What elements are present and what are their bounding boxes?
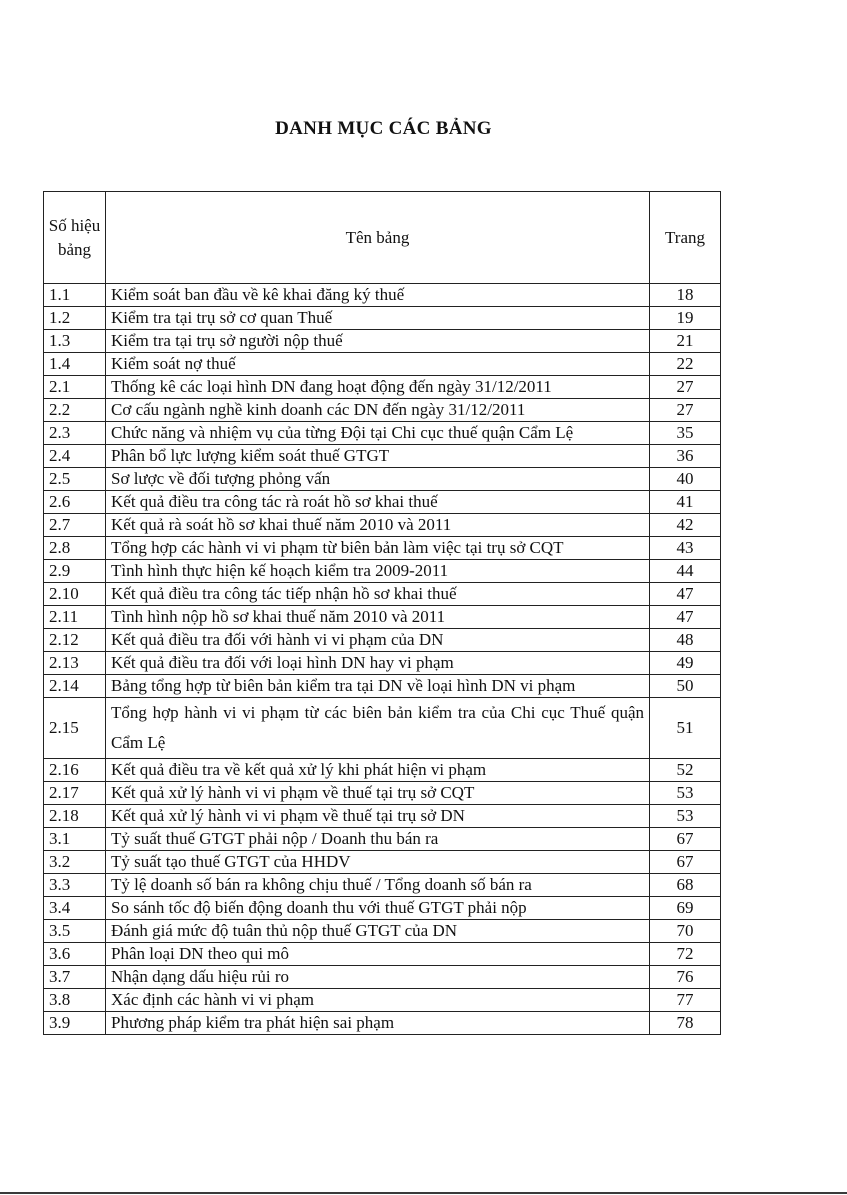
row-number: 2.4 — [44, 445, 106, 468]
table-row — [44, 759, 721, 782]
row-number: 1.4 — [44, 353, 106, 376]
table-row — [44, 307, 721, 330]
page-bottom-edge — [0, 1192, 847, 1194]
row-number: 3.8 — [44, 989, 106, 1012]
row-name: Đánh giá mức độ tuân thủ nộp thuế GTGT của DN — [106, 920, 650, 943]
table-row — [44, 284, 721, 307]
row-name: Kết quả điều tra công tác rà roát hồ sơ khai thuế — [106, 491, 650, 514]
row-number: 3.7 — [44, 966, 106, 989]
row-name: Kết quả xử lý hành vi vi phạm về thuế tại trụ sở DN — [106, 805, 650, 828]
row-page: 77 — [650, 989, 721, 1012]
row-page: 27 — [650, 376, 721, 399]
row-number: 2.10 — [44, 583, 106, 606]
row-page: 42 — [650, 514, 721, 537]
row-name: Bảng tổng hợp từ biên bản kiểm tra tại DN về loại hình DN vi phạm — [106, 675, 650, 698]
row-page: 76 — [650, 966, 721, 989]
table-row — [44, 537, 721, 560]
row-number: 3.4 — [44, 897, 106, 920]
row-page: 52 — [650, 759, 721, 782]
row-page: 50 — [650, 675, 721, 698]
table-header-row — [44, 192, 721, 284]
row-name: Nhận dạng dấu hiệu rủi ro — [106, 966, 650, 989]
row-number: 2.9 — [44, 560, 106, 583]
table-row — [44, 989, 721, 1012]
table-row — [44, 698, 721, 759]
header-page: Trang — [650, 192, 721, 284]
row-number: 3.3 — [44, 874, 106, 897]
row-page: 35 — [650, 422, 721, 445]
row-name: Kiểm soát ban đầu về kê khai đăng ký thuế — [106, 284, 650, 307]
table-row — [44, 445, 721, 468]
row-name: Tỷ suất tạo thuế GTGT của HHDV — [106, 851, 650, 874]
row-number: 2.7 — [44, 514, 106, 537]
row-page: 41 — [650, 491, 721, 514]
row-name: Tình hình nộp hồ sơ khai thuế năm 2010 và 2011 — [106, 606, 650, 629]
table-row — [44, 897, 721, 920]
row-name: Tổng hợp các hành vi vi phạm từ biên bản làm việc tại trụ sở CQT — [106, 537, 650, 560]
row-name: Kết quả điều tra công tác tiếp nhận hồ sơ khai thuế — [106, 583, 650, 606]
row-number: 2.8 — [44, 537, 106, 560]
row-page: 19 — [650, 307, 721, 330]
row-name: Tỷ lệ doanh số bán ra không chịu thuế / Tổng doanh số bán ra — [106, 874, 650, 897]
row-number: 2.17 — [44, 782, 106, 805]
row-page: 67 — [650, 828, 721, 851]
row-page: 69 — [650, 897, 721, 920]
table-row — [44, 652, 721, 675]
row-page: 36 — [650, 445, 721, 468]
row-number: 1.3 — [44, 330, 106, 353]
table-row — [44, 468, 721, 491]
table-row — [44, 629, 721, 652]
row-page: 21 — [650, 330, 721, 353]
row-number: 3.1 — [44, 828, 106, 851]
row-number: 1.1 — [44, 284, 106, 307]
row-page: 22 — [650, 353, 721, 376]
row-number: 2.15 — [44, 698, 106, 759]
table-row — [44, 828, 721, 851]
table-row — [44, 583, 721, 606]
table-row — [44, 399, 721, 422]
row-number: 2.16 — [44, 759, 106, 782]
row-page: 40 — [650, 468, 721, 491]
row-number: 2.2 — [44, 399, 106, 422]
table-row — [44, 606, 721, 629]
table-row — [44, 353, 721, 376]
row-page: 72 — [650, 943, 721, 966]
row-number: 2.14 — [44, 675, 106, 698]
row-page: 51 — [650, 698, 721, 759]
table-row — [44, 966, 721, 989]
row-page: 53 — [650, 805, 721, 828]
row-name: Kết quả điều tra đối với loại hình DN hay vi phạm — [106, 652, 650, 675]
row-number: 2.6 — [44, 491, 106, 514]
table-row — [44, 1012, 721, 1035]
row-name: Tổng hợp hành vi vi phạm từ các biên bản kiểm tra của Chi cục Thuế quận Cẩm Lệ — [106, 698, 650, 759]
row-number: 2.13 — [44, 652, 106, 675]
table-row — [44, 491, 721, 514]
row-name: Kết quả điều tra đối với hành vi vi phạm của DN — [106, 629, 650, 652]
row-page: 18 — [650, 284, 721, 307]
table-body — [44, 284, 721, 1035]
row-name: Cơ cấu ngành nghề kinh doanh các DN đến ngày 31/12/2011 — [106, 399, 650, 422]
row-name: Kết quả điều tra về kết quả xử lý khi phát hiện vi phạm — [106, 759, 650, 782]
row-name: Kết quả rà soát hồ sơ khai thuế năm 2010 và 2011 — [106, 514, 650, 537]
row-number: 3.9 — [44, 1012, 106, 1035]
row-number: 2.18 — [44, 805, 106, 828]
row-name: Kiểm tra tại trụ sở người nộp thuế — [106, 330, 650, 353]
table-row — [44, 514, 721, 537]
row-page: 27 — [650, 399, 721, 422]
table-row — [44, 920, 721, 943]
header-name: Tên bảng — [106, 192, 650, 284]
row-name: Chức năng và nhiệm vụ của từng Đội tại Chi cục thuế quận Cẩm Lệ — [106, 422, 650, 445]
row-name: Kiểm soát nợ thuế — [106, 353, 650, 376]
row-name: Thống kê các loại hình DN đang hoạt động đến ngày 31/12/2011 — [106, 376, 650, 399]
row-page: 49 — [650, 652, 721, 675]
page-title: DANH MỤC CÁC BẢNG — [275, 118, 492, 139]
row-name: Sơ lược về đối tượng phỏng vấn — [106, 468, 650, 491]
row-name: Phân loại DN theo qui mô — [106, 943, 650, 966]
row-number: 2.1 — [44, 376, 106, 399]
row-number: 2.11 — [44, 606, 106, 629]
row-page: 43 — [650, 537, 721, 560]
row-page: 68 — [650, 874, 721, 897]
row-page: 53 — [650, 782, 721, 805]
row-name: Xác định các hành vi vi phạm — [106, 989, 650, 1012]
row-name: Kiểm tra tại trụ sở cơ quan Thuế — [106, 307, 650, 330]
tables-index — [43, 191, 721, 1035]
row-page: 70 — [650, 920, 721, 943]
table-row — [44, 874, 721, 897]
row-page: 48 — [650, 629, 721, 652]
row-number: 3.6 — [44, 943, 106, 966]
row-name: Tình hình thực hiện kế hoạch kiểm tra 2009-2011 — [106, 560, 650, 583]
table-row — [44, 330, 721, 353]
row-number: 1.2 — [44, 307, 106, 330]
row-name: Phân bổ lực lượng kiểm soát thuế GTGT — [106, 445, 650, 468]
row-page: 78 — [650, 1012, 721, 1035]
header-number: Số hiệu bảng — [44, 192, 106, 284]
table-row — [44, 422, 721, 445]
table-row — [44, 943, 721, 966]
row-page: 67 — [650, 851, 721, 874]
table-row — [44, 675, 721, 698]
row-name: Tỷ suất thuế GTGT phải nộp / Doanh thu bán ra — [106, 828, 650, 851]
row-page: 47 — [650, 606, 721, 629]
row-number: 3.2 — [44, 851, 106, 874]
table-row — [44, 560, 721, 583]
row-name: Kết quả xử lý hành vi vi phạm về thuế tại trụ sở CQT — [106, 782, 650, 805]
table-row — [44, 376, 721, 399]
table-row — [44, 851, 721, 874]
table-row — [44, 805, 721, 828]
row-page: 44 — [650, 560, 721, 583]
row-name: So sánh tốc độ biến động doanh thu với thuế GTGT phải nộp — [106, 897, 650, 920]
row-name: Phương pháp kiểm tra phát hiện sai phạm — [106, 1012, 650, 1035]
row-number: 2.12 — [44, 629, 106, 652]
row-number: 2.5 — [44, 468, 106, 491]
row-number: 3.5 — [44, 920, 106, 943]
row-page: 47 — [650, 583, 721, 606]
row-number: 2.3 — [44, 422, 106, 445]
table-row — [44, 782, 721, 805]
